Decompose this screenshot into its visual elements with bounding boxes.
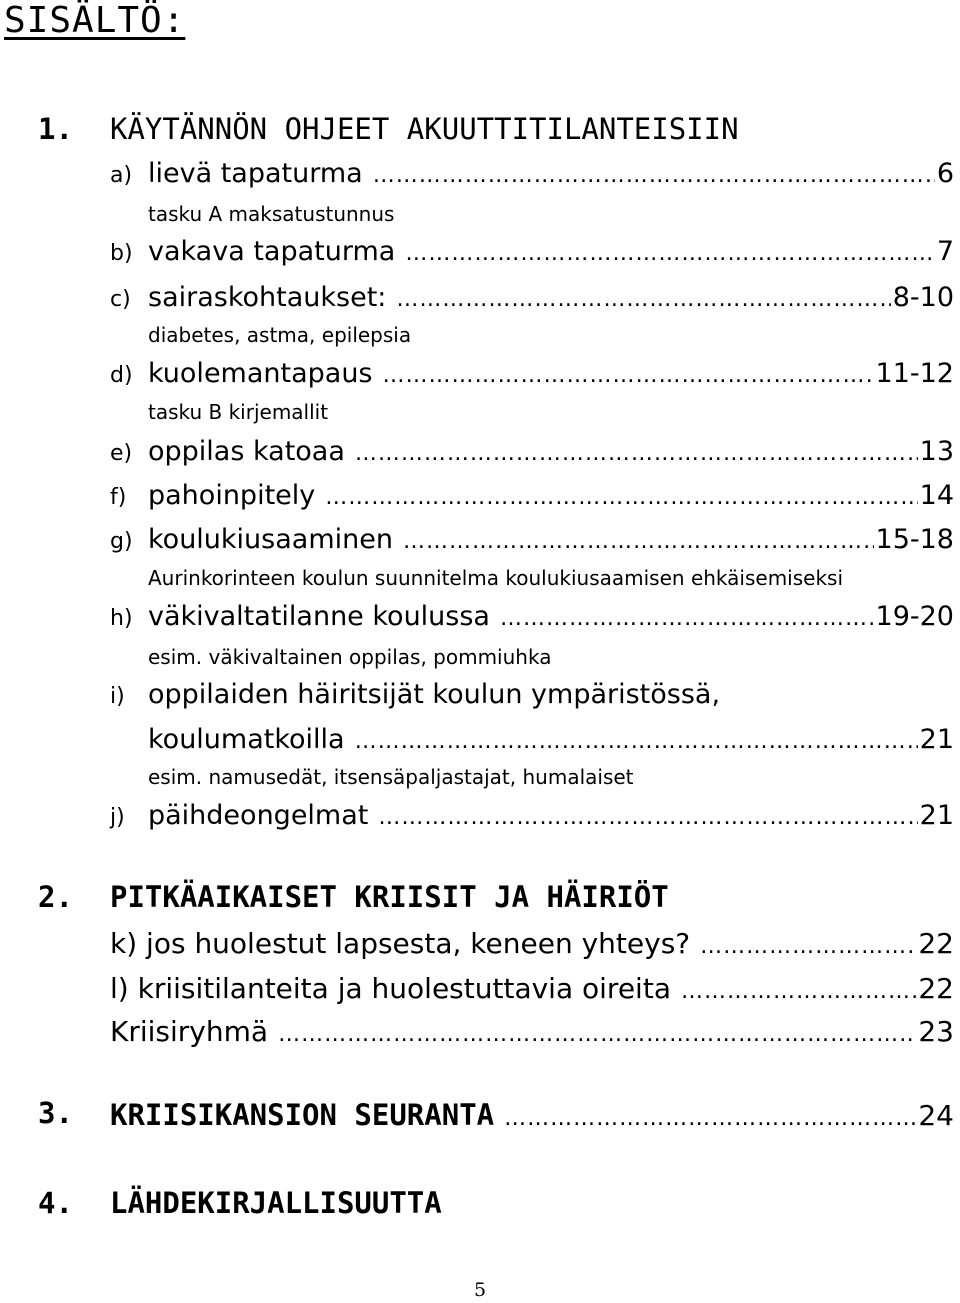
leader-dots xyxy=(325,485,917,510)
page-number: 5 xyxy=(473,1279,487,1301)
toc-row-i-continued: koulumatkoilla …………………………………………………………………………………………………………………… 21 xyxy=(148,724,954,758)
leader-dots xyxy=(383,363,874,388)
toc-note-i: esim. namusedät, itsensäpaljastajat, humalaiset xyxy=(148,765,634,789)
toc-note-g: Aurinkorinteen koulun suunnitelma koulukiusaamisen ehkäisemiseksi xyxy=(148,566,844,590)
leader-dots xyxy=(396,287,890,312)
toc-row-l: l) kriisitilanteita ja huolestuttavia oireita …………………………………………………………………………………………………………………… 22 xyxy=(110,972,954,1006)
toc-note-c: diabetes, astma, epilepsia xyxy=(148,323,412,347)
toc-row-i: i) oppilaiden häiritsijät koulun ympäristössä, xyxy=(110,679,721,710)
leader-dots xyxy=(373,163,935,188)
section-1-number: 1. xyxy=(38,112,73,146)
toc-row-j: j) päihdeongelmat …………………………………………………………………………………………………………………… 21 xyxy=(110,800,954,834)
toc-row-section-3: KRIISIKANSION SEURANTA …………………………………………………………………………………………………………………… 24 xyxy=(110,1098,954,1138)
toc-row-g: g) koulukiusaaminen …………………………………………………………………………………………………………………… 15-18 xyxy=(110,524,954,558)
section-2-number: 2. xyxy=(38,880,73,914)
section-4-title: LÄHDEKIRJALLISUUTTA xyxy=(110,1186,442,1220)
leader-dots xyxy=(681,979,916,1004)
leader-dots xyxy=(403,529,874,554)
page-title: SISÄLTÖ: xyxy=(4,0,186,41)
toc-note-a: tasku A maksatustunnus xyxy=(148,202,395,226)
toc-row-a: a) lievä tapaturma …………………………………………………………………………………………………………………… 6 xyxy=(110,158,954,192)
section-1-title: KÄYTÄNNÖN OHJEET AKUUTTITILANTEISIIN xyxy=(110,112,739,146)
section-3-number: 3. xyxy=(38,1096,73,1130)
leader-dots xyxy=(405,241,934,266)
toc-row-k: k) jos huolestut lapsesta, keneen yhteys? …………………………………………………………………………………………………………………… 22 xyxy=(110,927,954,961)
leader-dots xyxy=(500,606,874,631)
toc-note-h: esim. väkivaltainen oppilas, pommiuhka xyxy=(148,645,552,669)
leader-dots xyxy=(378,805,917,830)
section-4-number: 4. xyxy=(38,1186,73,1220)
leader-dots xyxy=(504,1106,916,1131)
section-2-title: PITKÄAIKAISET KRIISIT JA HÄIRIÖT xyxy=(110,880,669,914)
leader-dots xyxy=(700,934,916,959)
toc-row-c: c) sairaskohtaukset: …………………………………………………………………………………………………………………… 8-10 xyxy=(110,282,954,316)
leader-dots xyxy=(278,1022,916,1047)
leader-dots xyxy=(355,441,918,466)
toc-row-d: d) kuolemantapaus …………………………………………………………………………………………………………………… 11-12 xyxy=(110,358,954,392)
toc-row-e: e) oppilas katoaa …………………………………………………………………………………………………………………… 13 xyxy=(110,436,954,470)
leader-dots xyxy=(355,729,918,754)
toc-row-h: h) väkivaltatilanne koulussa …………………………………………………………………………………………………………………… 19-20 xyxy=(110,601,954,635)
toc-note-d: tasku B kirjemallit xyxy=(148,400,329,424)
toc-row-b: b) vakava tapaturma …………………………………………………………………………………………………………………… 7 xyxy=(110,236,954,270)
toc-row-kriisiryhma: Kriisiryhmä …………………………………………………………………………………………………………………… 23 xyxy=(110,1015,954,1049)
toc-row-f: f) pahoinpitely …………………………………………………………………………………………………………………… 14 xyxy=(110,480,954,514)
